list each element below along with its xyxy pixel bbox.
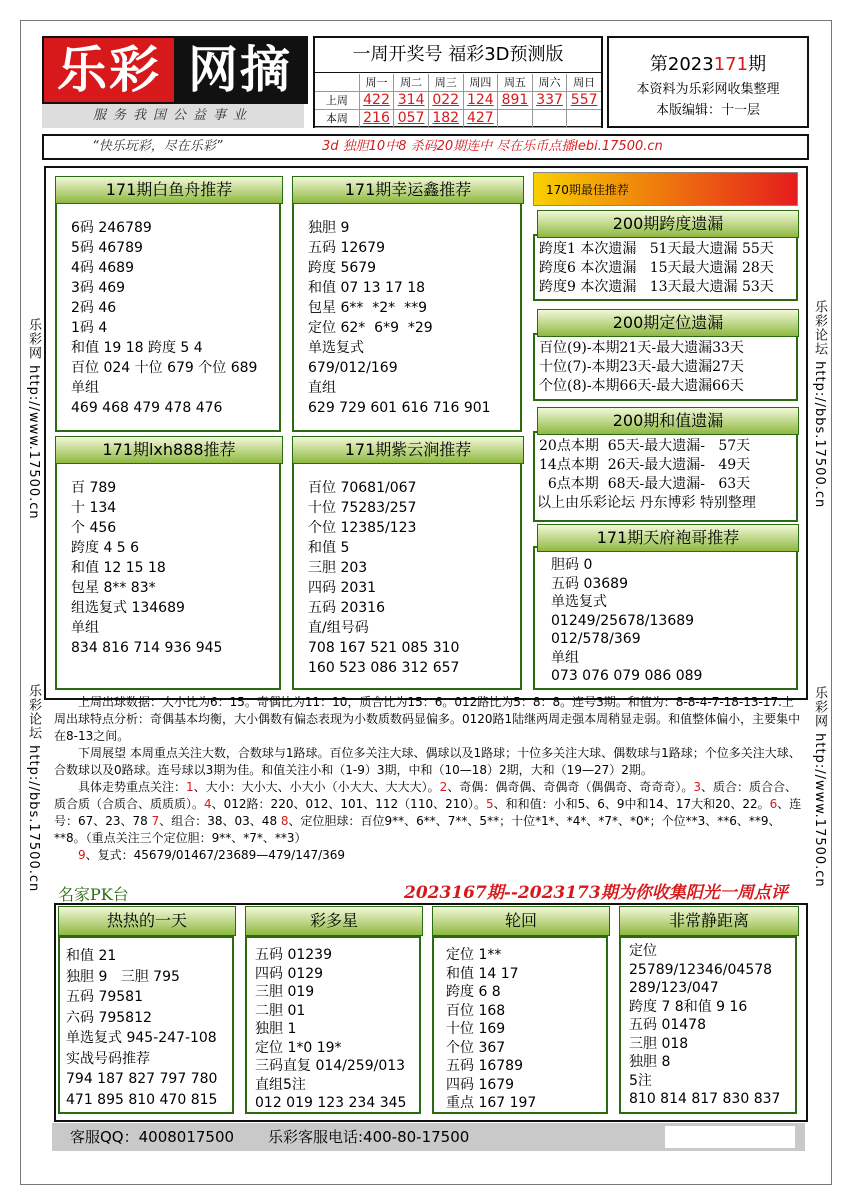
panel-line: 百位 70681/067 (308, 480, 417, 496)
panel-line: 五码 20316 (308, 600, 385, 616)
panel-line: 跨度 4 5 6 (71, 540, 140, 556)
pk-title-caiduoxing: 彩多星 (245, 906, 423, 936)
analysis-para-1: 上周出球数据：大小比为6：15。奇偶比为11：10，质合比为15：6。012路比为5：8：8。连号3期。和值为：8-8-4-7-18-13-17.上周出球特点分析：奇偶基本均衡，大小偶数有偏态表现为小数质数码显偏多。0120路1陆继两周走强本周稍显走弱。和值整体偏小，主要集中在8-13之间。 (54, 695, 801, 743)
draw-number: 124 (463, 92, 498, 109)
draw-number: 422 (359, 92, 394, 109)
pk-line: 直组5注 (255, 1076, 306, 1093)
panel-line: 单选复式 (308, 340, 364, 356)
pk-col-feichang (619, 936, 797, 1114)
draw-number: 182 (428, 110, 463, 127)
draw-number: 314 (393, 92, 428, 109)
pk-line: 四码 0129 (255, 965, 324, 982)
panel-title-lxh888: 171期lxh888推荐 (55, 436, 283, 464)
draw-number: 337 (532, 92, 567, 109)
panel-line: 和值 07 13 17 18 (308, 280, 426, 296)
panel-line: 个位 12385/123 (308, 520, 417, 536)
pos-miss-title: 200期定位遗漏 (537, 309, 799, 337)
pk-line: 六码 795812 (66, 1009, 152, 1026)
pk-line: 25789/12346/04578 (629, 961, 773, 978)
stat-line: 跨度6 本次遗漏 15天最大遗漏 28天 (539, 260, 774, 276)
pk-line: 和值 21 (66, 948, 117, 964)
pk-line: 单选复式 945-247-108 (66, 1030, 217, 1046)
pk-line: 独胆 1 (255, 1021, 297, 1037)
draw-number: 557 (566, 92, 601, 109)
footer (52, 1123, 805, 1151)
pk-line: 百位 168 (446, 1002, 506, 1019)
stat-note: 以上由乐彩论坛 丹东博彩 特别整理 (537, 495, 756, 511)
panel-line: 直/组号码 (308, 620, 369, 636)
draw-number: 022 (428, 92, 463, 109)
stat-line: 个位(8)-本期66天-最大遗漏66天 (539, 378, 744, 394)
panel-line: 073 076 079 086 089 (551, 668, 703, 684)
panel-line: 五码 03689 (551, 575, 628, 592)
pk-line: 独胆 8 (629, 1054, 671, 1070)
sum-miss-box (533, 431, 798, 522)
panel-line: 160 523 086 312 657 (308, 660, 460, 676)
panel-line: 包星 6** *2* **9 (308, 300, 427, 316)
pk-title-feichang: 非常静距离 (619, 906, 799, 936)
logo-right: 网摘 (174, 38, 306, 102)
footer-qq: 客服QQ：4008017500 (70, 1128, 235, 1146)
panel-line: 和值 12 15 18 (71, 560, 166, 576)
logo-left: 乐彩 (44, 38, 174, 102)
pk-line: 五码 01478 (629, 1017, 706, 1033)
row-label: 本周 (325, 112, 348, 125)
panel-line: 单组 (551, 649, 579, 666)
panel-baiyuzhou (55, 200, 281, 432)
issue-number: 第2023171期 (649, 54, 767, 75)
sum-miss-title: 200期和值遗漏 (537, 407, 799, 435)
page-title: 一周开奖号 福彩3D预测版 (315, 38, 601, 73)
pk-line: 三胆 018 (629, 1035, 689, 1052)
day-label: 周二 (393, 74, 428, 91)
draw-number (532, 110, 567, 127)
stat-line: 跨度9 本次遗漏 13天最大遗漏 53天 (539, 279, 774, 295)
stat-line: 跨度1 本次遗漏 51天最大遗漏 55天 (539, 241, 774, 257)
pk-title-lunhui: 轮回 (432, 906, 610, 936)
panel-line: 胆码 0 (551, 557, 593, 573)
logo (42, 36, 308, 104)
pk-line: 810 814 817 830 837 (629, 1091, 781, 1107)
panel-line: 五码 12679 (308, 240, 385, 256)
pk-line: 二胆 01 (255, 1002, 306, 1019)
pk-col-lunhui (432, 936, 608, 1114)
panel-line: 独胆 9 (308, 220, 350, 236)
panel-line: 百 789 (71, 480, 117, 496)
slogan: 服务我国公益事业 (42, 104, 304, 128)
pk-line: 和值 14 17 (446, 965, 519, 982)
pk-label: 名家PK台 (58, 885, 129, 904)
banner-quote: “快乐玩彩，尽在乐彩” (92, 139, 223, 154)
panel-line: 6码 246789 (71, 220, 152, 236)
panel-line: 直组 (308, 380, 336, 396)
weekly-draw-box (313, 36, 603, 128)
pk-line: 定位 (629, 943, 657, 959)
days-row (315, 74, 601, 92)
pk-line: 三码直复 014/259/013 (255, 1058, 406, 1074)
panel-line: 1码 4 (71, 320, 108, 336)
analysis-para-4: 9、复式：45679/01467/23689—479/147/369 (78, 848, 346, 862)
pk-line: 实战号码推荐 (66, 1050, 150, 1067)
panel-line: 708 167 521 085 310 (308, 640, 460, 656)
source-note: 本资料为乐彩网收集整理 (636, 82, 780, 97)
pk-line: 471 895 810 470 815 (66, 1091, 218, 1108)
pk-line: 012 019 123 234 345 (255, 1095, 407, 1111)
pk-line: 重点 167 197 (446, 1095, 537, 1111)
panel-line: 四码 2031 (308, 580, 377, 596)
pk-line: 五码 01239 (255, 947, 332, 963)
draw-number: 427 (463, 110, 498, 127)
panel-line: 三胆 203 (308, 560, 368, 576)
side-text-left-top: 乐彩网 http://www.17500.cn (26, 318, 41, 520)
panel-line: 5码 46789 (71, 240, 143, 256)
stat-line: 百位(9)-本期21天-最大遗漏33天 (539, 340, 744, 356)
panel-line: 单组 (71, 620, 99, 636)
span-miss-title: 200期跨度遗漏 (537, 210, 799, 238)
day-label: 周五 (497, 74, 532, 91)
pk-line: 四码 1679 (446, 1076, 515, 1093)
day-label: 周三 (428, 74, 463, 91)
draw-number (566, 110, 601, 127)
footer-phone: 乐彩客服电话:400-80-17500 (268, 1128, 470, 1146)
pos-miss-box (533, 333, 798, 401)
span-miss-box (533, 234, 798, 301)
last-week-row (315, 92, 601, 110)
panel-title-tianfu: 171期天府袍哥推荐 (537, 524, 799, 552)
pk-line: 十位 169 (446, 1021, 506, 1037)
panel-line: 469 468 479 478 476 (71, 400, 223, 416)
pk-line: 五码 16789 (446, 1058, 523, 1074)
pk-line: 定位 1*0 19* (255, 1039, 342, 1056)
row-label: 上周 (325, 94, 348, 107)
panel-title-xingyunxin: 171期幸运鑫推荐 (292, 176, 524, 204)
panel-tianfu (533, 546, 798, 690)
draw-number (497, 110, 532, 127)
draw-number: 057 (393, 110, 428, 127)
panel-xingyunxin (292, 200, 522, 432)
panel-line: 定位 62* 6*9 *29 (308, 320, 433, 336)
pk-line: 跨度 7 8和值 9 16 (629, 998, 748, 1015)
analysis-text (54, 694, 802, 864)
panel-line: 834 816 714 936 945 (71, 640, 223, 656)
pk-line: 定位 1** (446, 947, 502, 963)
issue-box (607, 36, 809, 128)
panel-line: 01249/25678/13689 (551, 612, 695, 629)
panel-line: 百位 024 十位 679 个位 689 (71, 360, 258, 376)
pk-line: 794 187 827 797 780 (66, 1071, 218, 1087)
panel-line: 和值 19 18 跨度 5 4 (71, 340, 203, 356)
pk-title-rere: 热热的一天 (58, 906, 236, 936)
best-recommend-banner: 170期最佳推荐 (533, 172, 798, 206)
side-text-left-bottom: 乐彩论坛 http://bbs.17500.cn (26, 684, 41, 893)
analysis-para-3: 具体走势重点关注：1、大小：大小大、小大小（小大大、大大大）。2、奇偶：偶奇偶、奇偶奇（偶偶奇、奇奇奇）。3、质合：质合合、质合质（合质合、质质质）。4、012路：220、012、101、112（110、210）。5、和和值：小和5、6、9中和14、17大和20、22。6、连号：67、23、78 7、组合：38、03、48 8、定位胆球：百位9**、6**、7**、5**；十位*1*、*4*、*7*、*0*；个位**3、**6、**9、**8。（重点关注三个定位胆：9**、*7*、**3） (54, 780, 802, 845)
panel-line: 和值 5 (308, 540, 350, 556)
weekly-draw-table (315, 74, 601, 128)
panel-line: 单组 (71, 380, 99, 396)
panel-line: 629 729 601 616 716 901 (308, 400, 491, 416)
stat-line: 6点本期 68天-最大遗漏- 63天 (539, 476, 751, 492)
panel-line: 4码 4689 (71, 260, 134, 276)
pk-line: 个位 367 (446, 1039, 506, 1056)
panel-title-ziyunjian: 171期紫云涧推荐 (292, 436, 524, 464)
banner-promo: 3d 独胆10中8 杀码20期连中 尽在乐币点播lebi.17500.cn (322, 139, 663, 154)
panel-line: 679/012/169 (308, 360, 398, 376)
pk-line: 独胆 9 三胆 795 (66, 968, 180, 985)
analysis-para-2: 下周展望 本周重点关注大数，合数球与1路球。百位多关注大球、偶球以及1路球；十位多关注大球、偶数球与1路球；个位多关注大球、合数球以及0路球。连号球以3期为佳。和值关注小和（1-9）3期，中和（10—18）2期，大和（19—27）2期。 (54, 746, 801, 777)
day-label: 周六 (532, 74, 567, 91)
panel-line: 2码 46 (71, 300, 117, 316)
panel-line: 十 134 (71, 500, 117, 516)
pk-period: 2023167期--2023173期为你收集阳光一周点评 (404, 883, 788, 903)
panel-line: 3码 469 (71, 280, 126, 296)
panel-line: 十位 75283/257 (308, 500, 417, 516)
pk-line: 三胆 019 (255, 984, 315, 1000)
day-label: 周四 (463, 74, 498, 91)
this-week-row (315, 110, 601, 128)
draw-number: 891 (497, 92, 532, 109)
stat-line: 十位(7)-本期23天-最大遗漏27天 (539, 359, 744, 375)
pk-col-rere (58, 936, 234, 1114)
pk-line: 5注 (629, 1072, 652, 1089)
stat-line: 20点本期 65天-最大遗漏- 57天 (539, 438, 751, 454)
draw-number: 216 (359, 110, 394, 127)
pk-line: 289/123/047 (629, 980, 719, 996)
side-text-right-bottom: 乐彩网 http://www.17500.cn (812, 686, 827, 888)
panel-line: 组选复式 134689 (71, 600, 185, 616)
day-label: 周一 (359, 74, 394, 91)
panel-lxh888 (55, 460, 281, 690)
footer-blank-box (665, 1126, 795, 1148)
panel-line: 012/578/369 (551, 631, 641, 647)
panel-line: 个 456 (71, 520, 117, 536)
editor-note: 本版编辑：十一层 (655, 103, 760, 118)
panel-line: 单选复式 (551, 594, 607, 610)
panel-line: 包星 8** 83* (71, 580, 156, 596)
side-text-right-top: 乐彩论坛 http://bbs.17500.cn (812, 300, 827, 509)
pk-col-caiduoxing (245, 936, 421, 1114)
pk-line: 跨度 6 8 (446, 984, 501, 1000)
panel-ziyunjian (292, 460, 522, 690)
pk-line: 五码 79581 (66, 989, 143, 1005)
stat-line: 14点本期 26天-最大遗漏- 49天 (539, 457, 751, 473)
banner (42, 134, 809, 160)
day-label: 周日 (566, 74, 601, 91)
panel-title-baiyuzhou: 171期白鱼舟推荐 (55, 176, 283, 204)
panel-line: 跨度 5679 (308, 260, 377, 276)
